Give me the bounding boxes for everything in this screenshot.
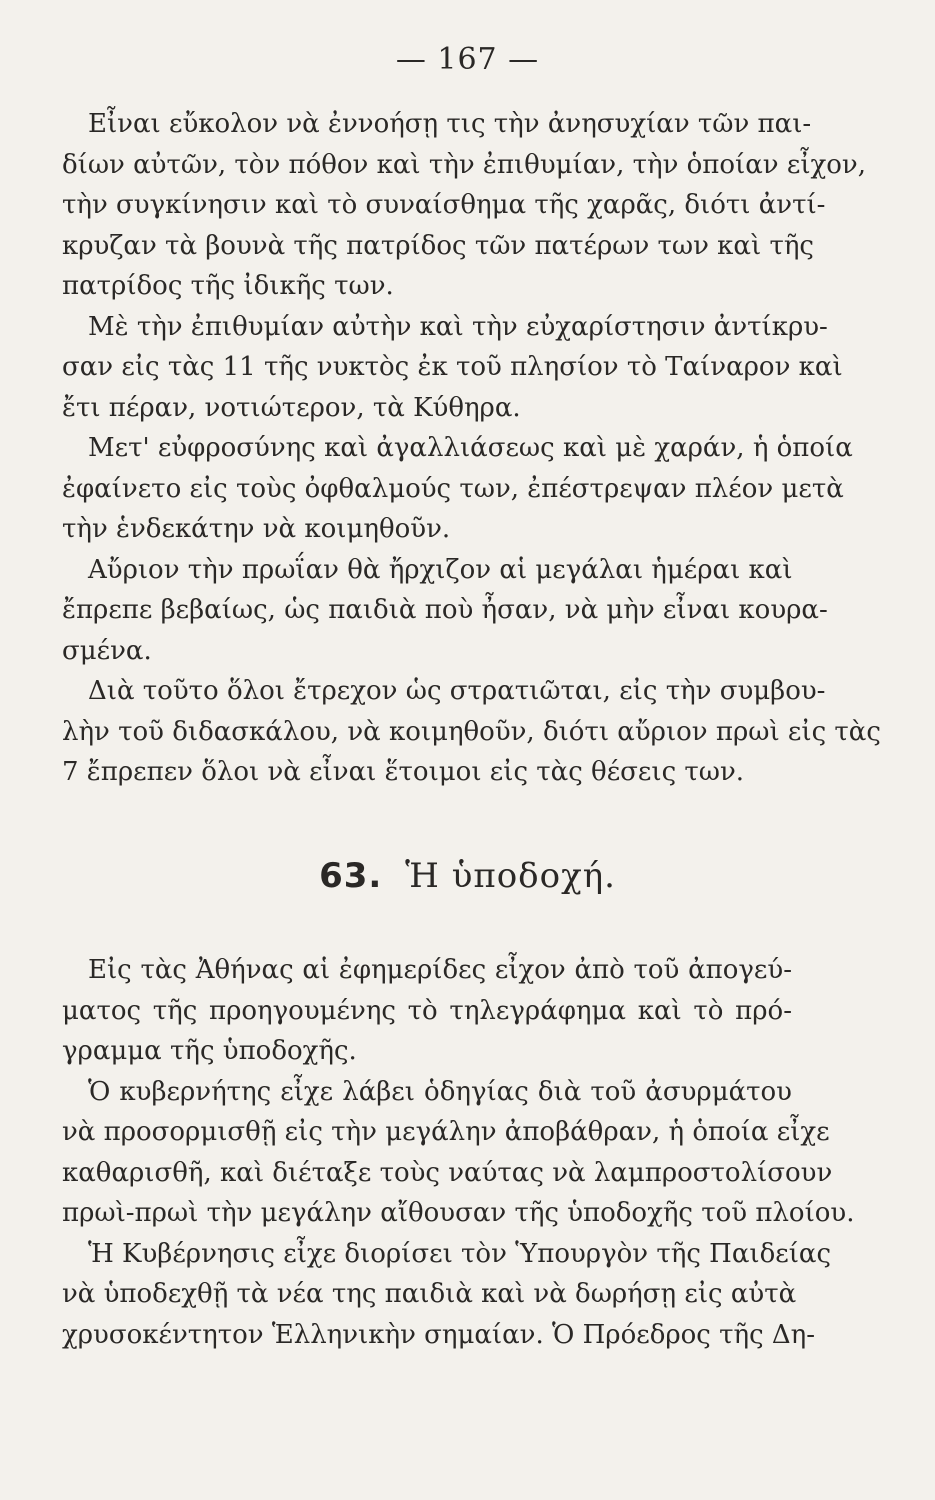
- text-line: τὴν συγκίνησιν καὶ τὸ συναίσθημα τῆς χαρᾶς, διότι ἀντί-: [62, 190, 826, 220]
- paragraph: [62, 104, 866, 307]
- text-line: γραμμα τῆς ὑποδοχῆς.: [62, 1036, 357, 1066]
- paragraph: [62, 550, 828, 672]
- text-line: πρωὶ-πρωὶ τὴν μεγάλην αἴθουσαν τῆς ὑποδοχῆς τοῦ πλοίου.: [62, 1198, 855, 1228]
- text-line: Ὁ κυβερνήτης εἶχε λάβει ὁδηγίας διὰ τοῦ ἀσυρμάτου: [88, 1076, 792, 1107]
- section-title: Ἡ ὑποδοχή.: [405, 856, 616, 896]
- text-line: χρυσοκέντητον Ἑλληνικὴν σημαίαν. Ὁ Πρόεδρος τῆς Δη-: [62, 1319, 816, 1350]
- text-line: νὰ ὑποδεχθῇ τὰ νέα της παιδιὰ καὶ νὰ δωρήσῃ εἰς αὐτὰ: [62, 1279, 797, 1309]
- text-line: σαν εἰς τὰς 11 τῆς νυκτὸς ἐκ τοῦ πλησίον τὸ Ταίναρον καὶ: [62, 352, 843, 382]
- text-block-before-heading: [62, 104, 881, 793]
- paragraph: [62, 671, 881, 793]
- text-line: 7 ἔπρεπεν ὅλοι νὰ εἶναι ἕτοιμοι εἰς τὰς θέσεις των.: [62, 757, 745, 787]
- text-line: Ἡ Κυβέρνησις εἶχε διορίσει τὸν Ὑπουργὸν τῆς Παιδείας: [88, 1238, 832, 1269]
- section-number: 63.: [319, 856, 383, 896]
- text-line: καθαρισθῆ, καὶ διέταξε τοὺς ναύτας νὰ λαμπροστολίσουν: [62, 1157, 833, 1188]
- text-line: νὰ προσορμισθῇ εἰς τὴν μεγάλην ἀποβάθραν, ἡ ὁποία εἶχε: [62, 1117, 830, 1147]
- text-line: δίων αὐτῶν, τὸν πόθον καὶ τὴν ἐπιθυμίαν, τὴν ὁποίαν εἶχον,: [62, 149, 866, 180]
- text-line: Εἶναι εὔκολον νὰ ἐννοήσῃ τις τὴν ἀνησυχίαν τῶν παι-: [88, 109, 812, 139]
- text-line: Μὲ τὴν ἐπιθυμίαν αὐτὴν καὶ τὴν εὐχαρίστησιν ἀντίκρυ-: [88, 311, 828, 342]
- text-line: κρυζαν τὰ βουνὰ τῆς πατρίδος τῶν πατέρων των καὶ τῆς: [62, 230, 814, 261]
- text-line: Αὔριον τὴν πρωΐαν θὰ ἤρχιζον αἱ μεγάλαι ἡμέραι καὶ: [88, 554, 793, 585]
- text-line: πατρίδος τῆς ἰδικῆς των.: [62, 271, 394, 301]
- text-line: Μετ' εὐφροσύνης καὶ ἀγαλλιάσεως καὶ μὲ χαράν, ἡ ὁποία: [88, 433, 853, 463]
- paragraph: [62, 307, 843, 429]
- text-line: ματος τῆς προηγουμένης τὸ τηλεγράφημα καὶ τὸ πρό-: [62, 995, 792, 1026]
- paragraph: [62, 1072, 855, 1234]
- text-line: ἔπρεπε βεβαίως, ὡς παιδιὰ ποὺ ἦσαν, νὰ μὴν εἶναι κουρα-: [62, 595, 828, 625]
- text-line: ἐφαίνετο εἰς τοὺς ὀφθαλμούς των, ἐπέστρεψαν πλέον μετὰ: [62, 473, 844, 504]
- text-line: σμένα.: [62, 635, 152, 666]
- text-line: Διὰ τοῦτο ὅλοι ἔτρεχον ὡς στρατιῶται, εἰς τὴν συμβου-: [88, 676, 826, 706]
- text-line: τὴν ἑνδεκάτην νὰ κοιμηθοῦν.: [62, 514, 451, 544]
- text-line: Εἰς τὰς Ἀθήνας αἱ ἐφημερίδες εἶχον ἀπὸ τοῦ ἀπογεύ-: [88, 955, 792, 985]
- text-block-after-heading: [62, 950, 855, 1355]
- paragraph: [62, 428, 853, 550]
- section-heading: [0, 856, 935, 896]
- text-line: ἔτι πέραν, νοτιώτερον, τὰ Κύθηρα.: [62, 392, 521, 423]
- page-number: — 167 —: [395, 42, 540, 77]
- paragraph: [62, 950, 792, 1072]
- paragraph: [62, 1234, 832, 1356]
- text-line: λὴν τοῦ διδασκάλου, νὰ κοιμηθοῦν, διότι αὔριον πρωὶ εἰς τὰς: [62, 716, 881, 747]
